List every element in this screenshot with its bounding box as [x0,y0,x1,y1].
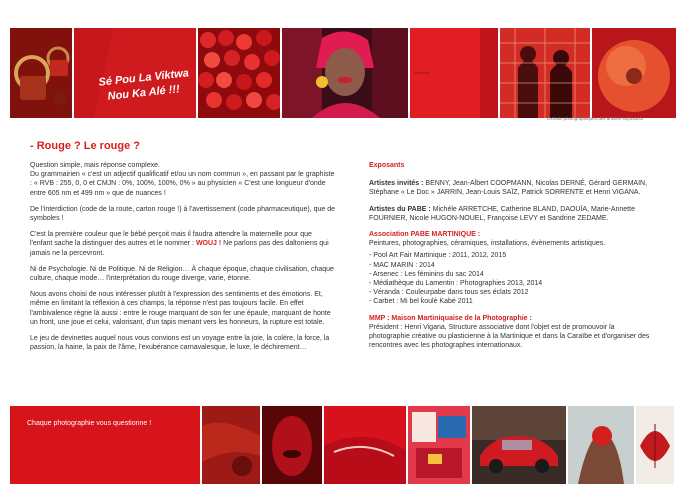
padlock-photo [10,28,72,118]
texture-photo [202,406,260,484]
paragraph-intro [30,161,335,170]
photo-red-car [472,406,566,484]
berries-photo [198,28,280,118]
list-item: - Médiathèque du Lamentin : Photographies 2013, 2014 [369,280,543,288]
photo-woman [282,28,408,118]
left-column [30,161,335,359]
shirt-photo [74,28,196,118]
exposants-heading: Exposants [369,162,405,169]
list-item: - Carbet : Mi bel koulè Kabé 2011 [369,298,473,306]
photo-face-red [262,406,322,484]
list-item: - Pool Art Fair Martinique : 2011, 2012, 2015 [369,252,507,260]
paragraph-emotions: Nous avons choisi de nous intéresser plutôt à l'expression des sentiments et des émotions. Et, même en limitant la réflexion à ces champs, la réponse n'est pas toujours facile. En effet l'ambivalence règne là aussi : entre le rouge marquant de son fer une épaule, marquant de honte un front, une joue et celui, valorisant, d'un tapis menant vers les honneurs, la rupture est totale. [30,291,331,326]
graffiti-photo [324,406,406,484]
mmp-description: Président : Henri Vigana, Structure associative dont l'objet est de promouvoir la photographie créative ou plasticienne à la Martinique et dans la Caraïbe et d'organiser des rencontres avec les photographes internationaux. [369,323,650,350]
bottom-question-text: Chaque photographie vous questionne ! [27,420,152,427]
hands-photo [568,406,634,484]
photo-padlocks [10,28,72,118]
paragraph-journey: Le jeu de devinettes auquel nous vous convions est un voyage entre la joie, la colère, la force, la passion, la haine, la paix de l'âme, l'exubérance carnavalesque, le luxe, le déchirement… [30,335,330,352]
guest-artists-label: Artistes invités : [369,180,424,188]
photo-collage [408,406,470,484]
pabe-artists-label: Artistes du PABE : [369,205,431,213]
paragraph-symbols: De l'interdiction (code de la route, carton rouge !) à l'avertissement (code pharmaceutique), que de symboles ! [30,205,336,223]
woman-photo [282,28,408,118]
pabe-artists-names: Michèle ARRETCHE, Catherine BLAND, DAOUÏA, Marie-Annette FOURNIER, Nicole HUGON-NOUEL, Françoise LEVY et Sandrine ZEDAME. [369,205,635,222]
association-description: Peintures, photographies, céramiques, installations, évènements artistiques. [369,240,606,248]
right-column [369,161,654,357]
baby-text-pre: C'est la première couleur que le bébé perçoit mais il faudra attendre la maternelle pour que l'enfant sache la distinguer des autres et le nommer : [30,231,312,248]
paragraph-psychology: Ni de Psychologie. Ni de Politique. Ni de Religion… À chaque époque, chaque civilisation, chaque culture, chaque mode… l'interprétation du rouge diverge, varie, étonne. [30,265,334,283]
photo-red-shirt [74,28,196,118]
photo-red-panel [410,28,498,118]
face-photo [262,406,322,484]
shirt-text-line1: Sé Pou La Viktwa [97,67,190,89]
baby-text-post: Ne parlons pas des daltoniens qui jamais ne la percevront. [30,240,329,257]
photo-red-sphere [592,28,676,118]
list-item: - Arsenec : Les féminins du sac 2014 [369,270,484,278]
shirt-text-line2: Nou Ka Alé !!! [107,83,181,103]
page-title: - Rouge ? Le rouge ? [30,140,140,152]
wouj-word: WOUJ ! [195,240,222,248]
photo-red-texture [202,406,260,484]
events-list [369,251,654,306]
photo-hands [568,406,634,484]
bottom-red-block [10,406,200,484]
collage-photo [408,406,470,484]
mmp-heading: MMP : Maison Martiniquaise de la Photographie : [369,314,532,322]
paragraph-definitions: Du grammairien « c'est un adjectif qualificatif et/ou un nom commun », en passant par le graphiste : « RVB : 255, 0, 0 et CMJN : 0%, 100%, 100%, 0% » au physicien « C'est une longueur d'onde entre 605 nm et 499 nm » que de nuances ! [30,171,335,197]
red-panel-photo [410,28,498,118]
silhouettes-photo [500,28,590,118]
photo-red-berries [198,28,280,118]
photo-graffiti [324,406,406,484]
top-photo-strip [10,28,676,118]
photo-silhouettes [500,28,590,118]
guest-artists [369,179,654,197]
paragraph-baby [30,230,335,258]
intro-text: Question simple, mais réponse complexe. [30,162,160,169]
photo-caption: Extraits photographiques des artistes exposants [547,116,643,121]
car-photo [472,406,566,484]
pabe-artists [369,205,654,223]
photo-leaves [636,406,674,484]
list-item: - MAC MARIN : 2014 [369,261,435,269]
bottom-photo-band [10,406,676,484]
sphere-photo [592,28,676,118]
association-heading: Association PABE MARTINIQUE : [369,231,481,239]
leaves-photo [636,406,674,484]
list-item: - Véranda : Couleurpabe dans tous ses éclats 2012 [369,289,529,297]
guest-artists-names: BENNY, Jean-Albert COOPMANN, Nicolas DERNÉ, Gérard GERMAIN, Stéphane « Le Doc » JARRIN, Jean-Louis SAÏZ, Patrick SORRENTE et Henri VIGANA. [369,180,648,197]
